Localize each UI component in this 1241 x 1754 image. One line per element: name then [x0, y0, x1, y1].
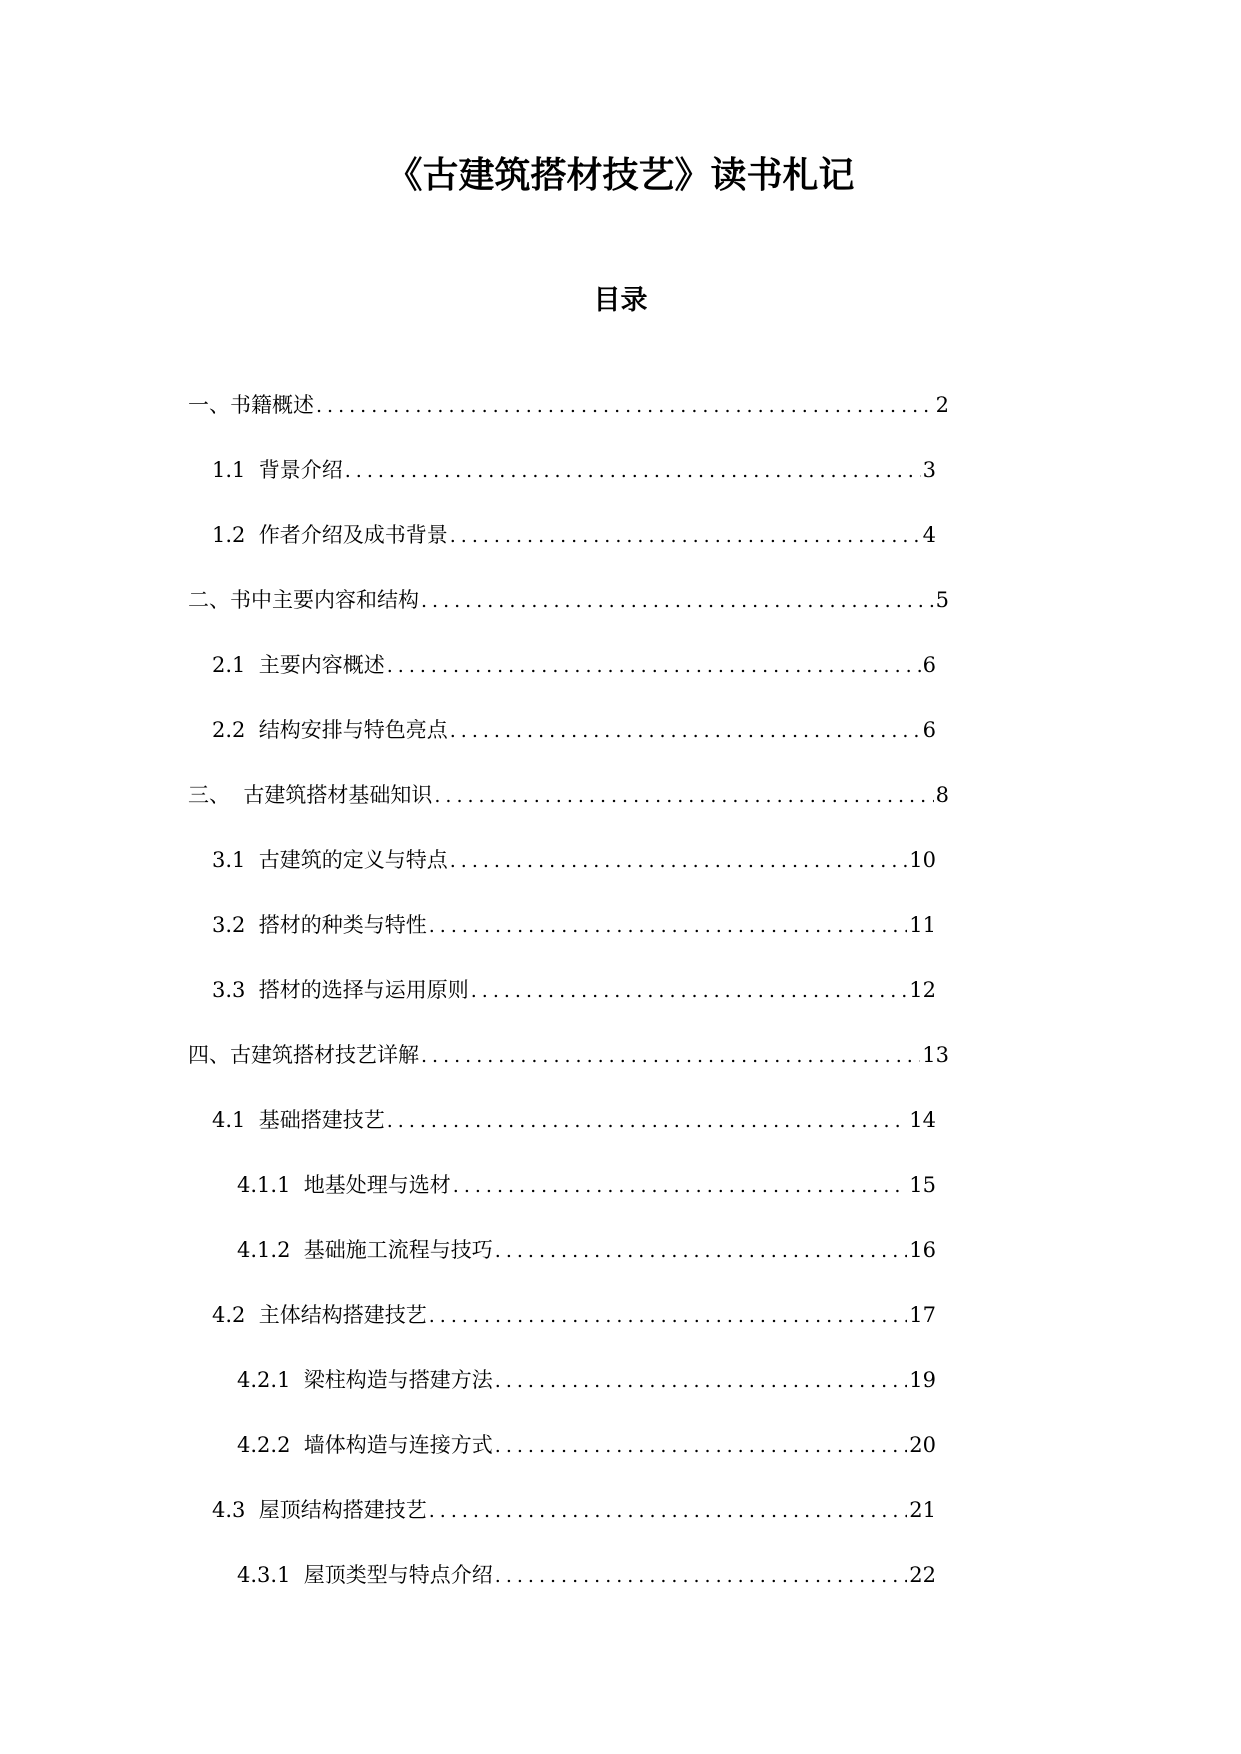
toc-dot-leader: [495, 1366, 907, 1396]
toc-dot-leader: [450, 846, 908, 876]
toc-dot-leader: [495, 1561, 907, 1591]
toc-page-number: 2: [935, 393, 949, 417]
toc-entry-title: 三、 古建筑搭材基础知识: [188, 783, 433, 807]
toc-page-number: 6: [922, 718, 936, 742]
toc-page-number: 11: [909, 913, 936, 937]
toc-dot-leader: [387, 1106, 908, 1136]
toc-entry[interactable]: [0, 447, 1241, 512]
toc-entry[interactable]: [0, 772, 1241, 837]
toc-entry-title: 四、古建筑搭材技艺详解: [188, 1043, 419, 1067]
toc-entry-title: 4.3 屋顶结构搭建技艺: [212, 1498, 427, 1522]
toc-dot-leader: [345, 456, 921, 486]
toc-page-number: 4: [922, 523, 936, 547]
toc-dot-leader: [450, 521, 921, 551]
toc-entry[interactable]: [0, 1422, 1241, 1487]
toc-dot-leader: [450, 716, 921, 746]
toc-entry-title: 3.2 搭材的种类与特性: [212, 913, 427, 937]
toc-entry-title: 4.2 主体结构搭建技艺: [212, 1303, 427, 1327]
toc-entry-title: 3.1 古建筑的定义与特点: [212, 848, 448, 872]
toc-entry[interactable]: [0, 707, 1241, 772]
toc-entry[interactable]: [0, 837, 1241, 902]
toc-dot-leader: [495, 1236, 907, 1266]
toc-entry-title: 2.2 结构安排与特色亮点: [212, 718, 448, 742]
toc-dot-leader: [421, 586, 934, 616]
toc-entry-title: 4.2.2 墙体构造与连接方式: [237, 1433, 493, 1457]
toc-entry[interactable]: [0, 512, 1241, 577]
toc-entry-title: 一、书籍概述: [188, 393, 314, 417]
toc-dot-leader: [387, 651, 921, 681]
toc-entry[interactable]: [0, 967, 1241, 1032]
toc-entry[interactable]: [0, 902, 1241, 967]
toc-page-number: 3: [922, 458, 936, 482]
toc-dot-leader: [316, 391, 934, 421]
toc-entry[interactable]: [0, 1487, 1241, 1552]
toc-dot-leader: [471, 976, 908, 1006]
toc-entry[interactable]: [0, 1552, 1241, 1617]
toc-page-number: 15: [909, 1173, 936, 1197]
toc-entry[interactable]: [0, 1032, 1241, 1097]
toc-entry-title: 4.2.1 梁柱构造与搭建方法: [237, 1368, 493, 1392]
toc-page-number: 17: [909, 1303, 936, 1327]
toc-dot-leader: [453, 1171, 907, 1201]
toc-entry[interactable]: [0, 642, 1241, 707]
toc-page-number: 19: [909, 1368, 936, 1392]
toc-heading: 目录: [593, 285, 648, 316]
toc-entry-title: 4.1.1 地基处理与选材: [237, 1173, 451, 1197]
toc-dot-leader: [429, 1496, 908, 1526]
toc-page-number: 5: [935, 588, 949, 612]
toc-entry[interactable]: [0, 1162, 1241, 1227]
toc-entry[interactable]: [0, 1357, 1241, 1422]
toc-dot-leader: [495, 1431, 907, 1461]
toc-entry[interactable]: [0, 382, 1241, 447]
toc-page-number: 14: [909, 1108, 936, 1132]
toc-entry[interactable]: [0, 1227, 1241, 1292]
toc-entry[interactable]: [0, 577, 1241, 642]
toc-entry-title: 1.1 背景介绍: [212, 458, 343, 482]
table-of-contents: [0, 382, 1241, 1617]
toc-entry-title: 4.1 基础搭建技艺: [212, 1108, 385, 1132]
toc-page-number: 13: [922, 1043, 949, 1067]
toc-entry-title: 4.3.1 屋顶类型与特点介绍: [237, 1563, 493, 1587]
toc-page-number: 8: [935, 783, 949, 807]
toc-page-number: 21: [909, 1498, 936, 1522]
toc-dot-leader: [429, 1301, 908, 1331]
toc-dot-leader: [434, 781, 933, 811]
toc-entry-title: 4.1.2 基础施工流程与技巧: [237, 1238, 493, 1262]
toc-page-number: 6: [922, 653, 936, 677]
document-title: 《古建筑搭材技艺》读书札记: [386, 154, 855, 196]
toc-entry-title: 二、书中主要内容和结构: [188, 588, 419, 612]
toc-page-number: 12: [909, 978, 936, 1002]
toc-dot-leader: [421, 1041, 920, 1071]
toc-page-number: 20: [909, 1433, 936, 1457]
toc-page-number: 10: [909, 848, 936, 872]
toc-entry-title: 2.1 主要内容概述: [212, 653, 385, 677]
toc-dot-leader: [429, 911, 908, 941]
toc-page-number: 16: [909, 1238, 936, 1262]
toc-entry[interactable]: [0, 1097, 1241, 1162]
toc-page-number: 22: [909, 1563, 936, 1587]
toc-entry[interactable]: [0, 1292, 1241, 1357]
toc-entry-title: 1.2 作者介绍及成书背景: [212, 523, 448, 547]
toc-entry-title: 3.3 搭材的选择与运用原则: [212, 978, 469, 1002]
